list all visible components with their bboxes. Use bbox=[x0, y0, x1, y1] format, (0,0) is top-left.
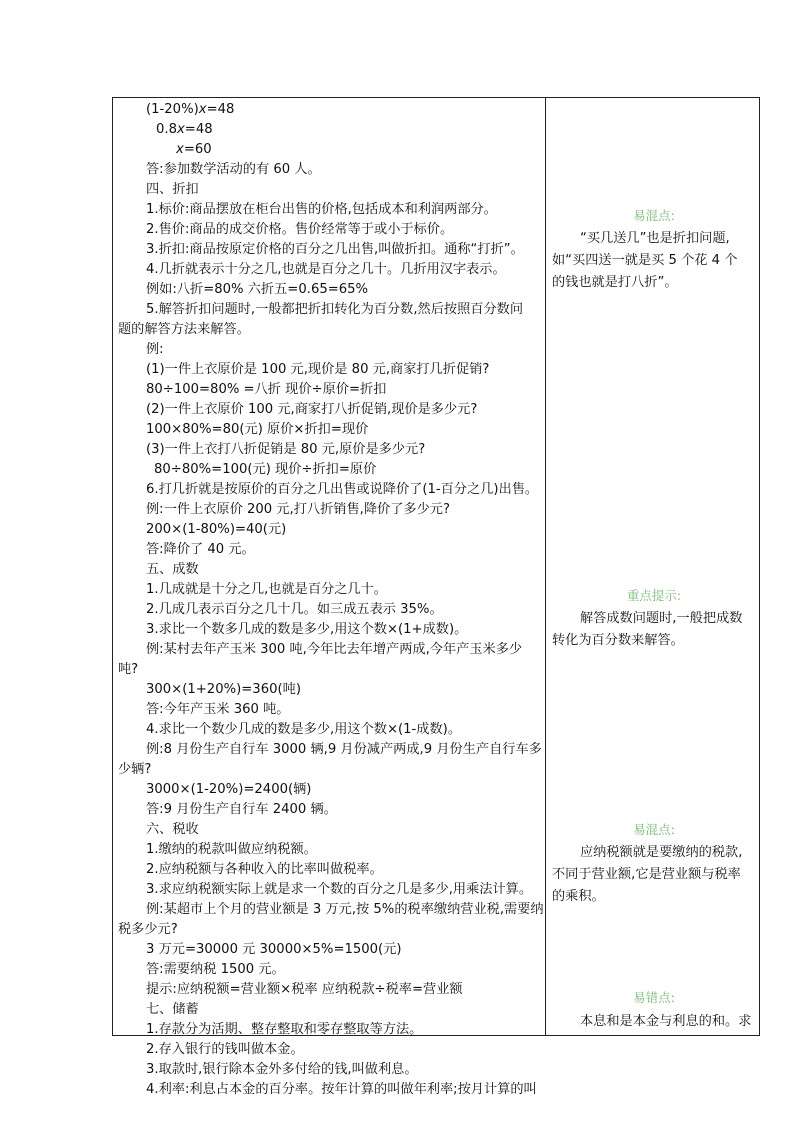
text-line: 80÷80%=100(元) 现价÷折扣=原价 bbox=[154, 462, 377, 477]
note-line: 的钱也就是打八折”。 bbox=[552, 275, 678, 290]
text-line: 3 万元=30000 元 30000×5%=1500(元) bbox=[146, 942, 402, 957]
text-line: 80÷100=80% =八折 现价÷原价=折扣 bbox=[146, 382, 387, 397]
text-line: (2)一件上衣原价 100 元,商家打八折促销,现价是多少元? bbox=[146, 402, 478, 417]
text-line: 2.几成几表示百分之几十几。如三成五表示 35%。 bbox=[146, 602, 443, 617]
text-line: 200×(1-80%)=40(元) bbox=[146, 522, 287, 537]
note-line: 不同于营业额,它是营业额与税率 bbox=[552, 867, 741, 882]
text-line: 例: bbox=[146, 342, 164, 357]
text-line: 3.折扣:商品按原定价格的百分之几出售,叫做折扣。通称“打折”。 bbox=[146, 242, 524, 257]
text-line: 答:需要纳税 1500 元。 bbox=[146, 962, 285, 977]
text-line: 2.应纳税额与各种收入的比率叫做税率。 bbox=[146, 862, 383, 877]
note-line: 转化为百分数来解答。 bbox=[552, 633, 684, 648]
note-line: “买几送几”也是折扣问题, bbox=[580, 231, 730, 246]
note-line: 解答成数问题时,一般把成数 bbox=[580, 611, 743, 626]
column-divider bbox=[545, 97, 546, 1035]
text-line: 提示:应纳税额=营业额×税率 应纳税款÷税率=营业额 bbox=[146, 982, 463, 997]
text-line: 题的解答方法来解答。 bbox=[118, 322, 250, 337]
text-line: 例如:八折=80% 六折五=0.65=65% bbox=[146, 282, 369, 297]
note-title: 易混点: bbox=[633, 822, 675, 837]
note-line: 的乘积。 bbox=[552, 889, 605, 904]
text-line: 例:一件上衣原价 200 元,打八折销售,降价了多少元? bbox=[146, 502, 450, 517]
text-line: 税多少元? bbox=[118, 922, 178, 937]
section-heading: 七、储蓄 bbox=[146, 1002, 199, 1017]
text-line: 300×(1+20%)=360(吨) bbox=[146, 682, 301, 697]
text-line: 1.标价:商品摆放在柜台出售的价格,包括成本和利润两部分。 bbox=[146, 202, 497, 217]
text-line: (3)一件上衣打八折促销是 80 元,原价是多少元? bbox=[146, 442, 426, 457]
main-content-column bbox=[118, 100, 544, 1097]
text-line: x=60 bbox=[176, 142, 212, 157]
section-heading: 四、折扣 bbox=[146, 182, 199, 197]
note-title: 易混点: bbox=[633, 208, 675, 223]
text-line: 1.几成就是十分之几,也就是百分之几十。 bbox=[146, 582, 387, 597]
section-heading: 五、成数 bbox=[146, 562, 199, 577]
text-line: 3.求应纳税额实际上就是求一个数的百分之几是多少,用乘法计算。 bbox=[146, 882, 533, 897]
text-line: 4.利率:利息占本金的百分率。按年计算的叫做年利率;按月计算的叫 bbox=[146, 1082, 537, 1097]
text-line: 吨? bbox=[118, 662, 139, 677]
note-line: 如“买四送一就是买 5 个花 4 个 bbox=[552, 253, 738, 268]
text-line: 3.取款时,银行除本金外多付给的钱,叫做利息。 bbox=[146, 1062, 418, 1077]
note-line: 本息和是本金与利息的和。求 bbox=[580, 1014, 752, 1029]
text-line: 1.缴纳的税款叫做应纳税额。 bbox=[146, 842, 317, 857]
text-line: 例:某村去年产玉米 300 吨,今年比去年增产两成,今年产玉米多少 bbox=[146, 642, 523, 657]
text-line: 答:参加数学活动的有 60 人。 bbox=[146, 162, 321, 177]
section-heading: 六、税收 bbox=[146, 822, 199, 837]
text-line: 2.存入银行的钱叫做本金。 bbox=[146, 1042, 304, 1057]
text-line: 少辆? bbox=[118, 762, 152, 777]
note-line: 应纳税额就是要缴纳的税款, bbox=[580, 845, 743, 860]
text-line: 1.存款分为活期、整存整取和零存整取等方法。 bbox=[146, 1022, 423, 1037]
text-line: 答:今年产玉米 360 吨。 bbox=[146, 702, 290, 717]
text-line: 100×80%=80(元) 原价×折扣=现价 bbox=[146, 422, 369, 437]
text-line: 3000×(1-20%)=2400(辆) bbox=[146, 782, 312, 797]
text-line: 例:8 月份生产自行车 3000 辆,9 月份减产两成,9 月份生产自行车多 bbox=[146, 742, 542, 757]
text-line: 2.售价:商品的成交价格。售价经常等于或小于标价。 bbox=[146, 222, 454, 237]
text-line: (1-20%)x=48 bbox=[146, 102, 235, 117]
note-title: 重点提示: bbox=[626, 588, 682, 603]
text-line: 答:降价了 40 元。 bbox=[146, 542, 255, 557]
text-line: 6.打几折就是按原价的百分之几出售或说降价了(1-百分之几)出售。 bbox=[146, 482, 539, 497]
text-line: 例:某超市上个月的营业额是 3 万元,按 5%的税率缴纳营业税,需要纳 bbox=[146, 902, 544, 917]
text-line: 5.解答折扣问题时,一般都把折扣转化为百分数,然后按照百分数问 bbox=[146, 302, 524, 317]
text-line: 4.几折就表示十分之几,也就是百分之几十。几折用汉字表示。 bbox=[146, 262, 506, 277]
text-line: 3.求比一个数多几成的数是多少,用这个数×(1+成数)。 bbox=[146, 622, 468, 637]
text-line: (1)一件上衣原价是 100 元,现价是 80 元,商家打几折促销? bbox=[146, 362, 490, 377]
text-line: 0.8x=48 bbox=[156, 122, 213, 137]
note-title: 易错点: bbox=[633, 990, 675, 1005]
text-line: 答:9 月份生产自行车 2400 辆。 bbox=[146, 802, 337, 817]
side-notes-column bbox=[552, 100, 756, 1033]
text-line: 4.求比一个数少几成的数是多少,用这个数×(1-成数)。 bbox=[146, 722, 462, 737]
